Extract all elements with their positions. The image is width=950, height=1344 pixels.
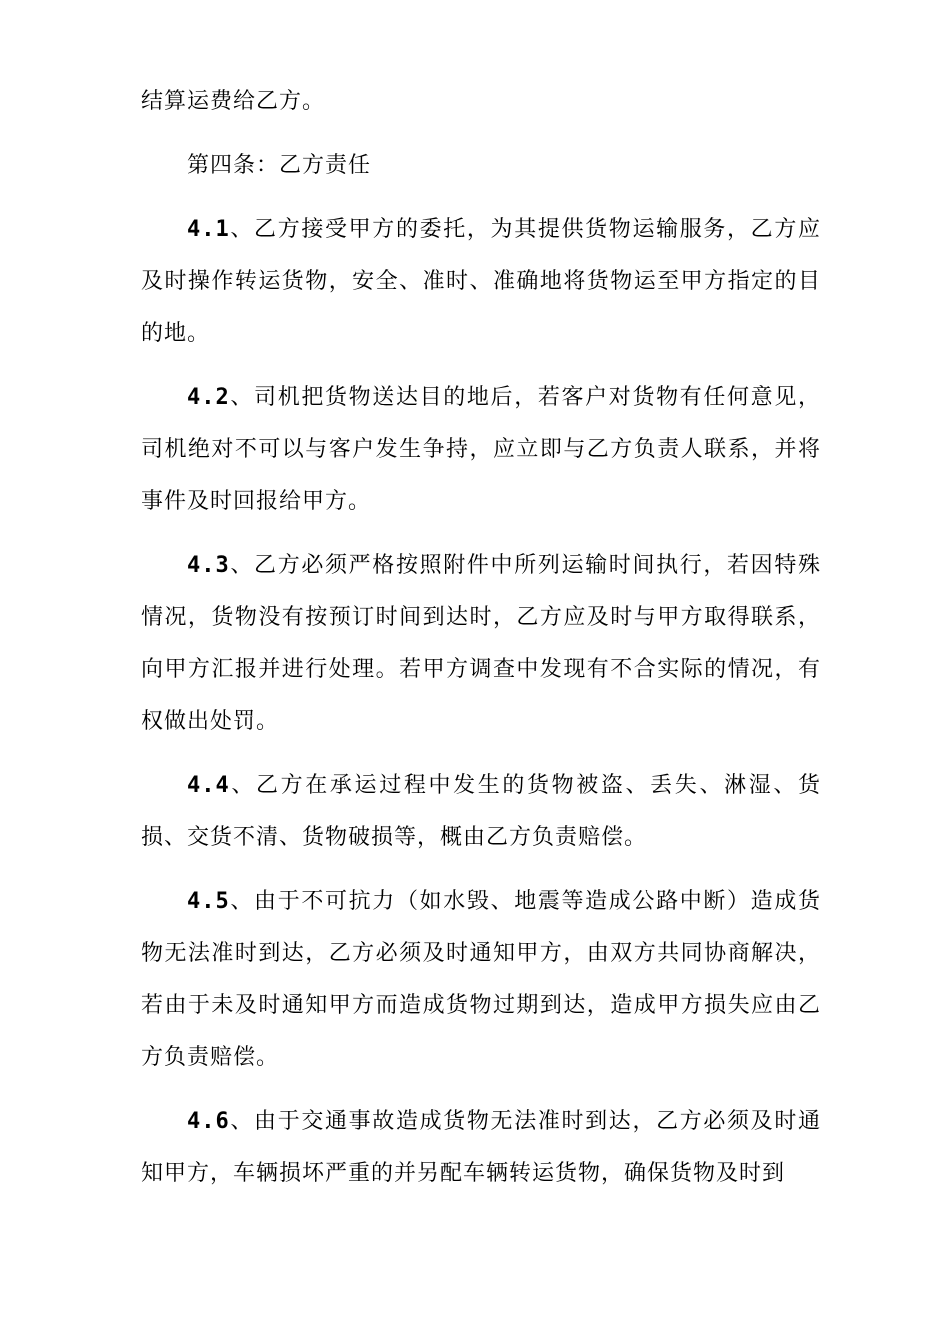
paragraph-text: 结算运费给乙方。 bbox=[141, 89, 326, 114]
clause-number: 4.5 bbox=[187, 889, 230, 914]
clause-number: 4.4 bbox=[187, 773, 230, 798]
clause-text: 、由于交通事故造成货物无法准时到达，乙方必须及时通知甲方，车辆损坏严重的并另配车辆转运货物，确保货物及时到 bbox=[141, 1109, 821, 1186]
clause-number: 4.6 bbox=[187, 1109, 230, 1134]
document-body bbox=[141, 76, 821, 1212]
paragraph-continuation bbox=[141, 76, 821, 128]
clause-number: 4.1 bbox=[187, 217, 230, 242]
clause-text: 、乙方接受甲方的委托，为其提供货物运输服务，乙方应及时操作转运货物，安全、准时、准确地将货物运至甲方指定的目的地。 bbox=[141, 217, 821, 346]
clause-4-2 bbox=[141, 372, 821, 528]
clause-4-1 bbox=[141, 204, 821, 360]
clause-4-5 bbox=[141, 876, 821, 1084]
clause-text: 、司机把货物送达目的地后，若客户对货物有任何意见，司机绝对不可以与客户发生争持，应立即与乙方负责人联系，并将事件及时回报给甲方。 bbox=[141, 385, 821, 514]
clause-4-6 bbox=[141, 1096, 821, 1200]
clause-text: 、乙方必须严格按照附件中所列运输时间执行，若因特殊情况，货物没有按预订时间到达时，乙方应及时与甲方取得联系，向甲方汇报并进行处理。若甲方调查中发现有不合实际的情况，有权做出处罚。 bbox=[141, 553, 821, 734]
clause-text: 、乙方在承运过程中发生的货物被盗、丢失、淋湿、货损、交货不清、货物破损等，概由乙方负责赔偿。 bbox=[141, 773, 821, 850]
clause-text: 、由于不可抗力（如水毁、地震等造成公路中断）造成货物无法准时到达，乙方必须及时通知甲方，由双方共同协商解决，若由于未及时通知甲方而造成货物过期到达，造成甲方损失应由乙方负责赔偿。 bbox=[141, 889, 821, 1070]
clause-number: 4.3 bbox=[187, 553, 230, 578]
section-heading bbox=[141, 140, 821, 192]
clause-4-4 bbox=[141, 760, 821, 864]
clause-4-3 bbox=[141, 540, 821, 748]
clause-number: 4.2 bbox=[187, 385, 230, 410]
section-heading-text: 第四条：乙方责任 bbox=[187, 153, 372, 178]
